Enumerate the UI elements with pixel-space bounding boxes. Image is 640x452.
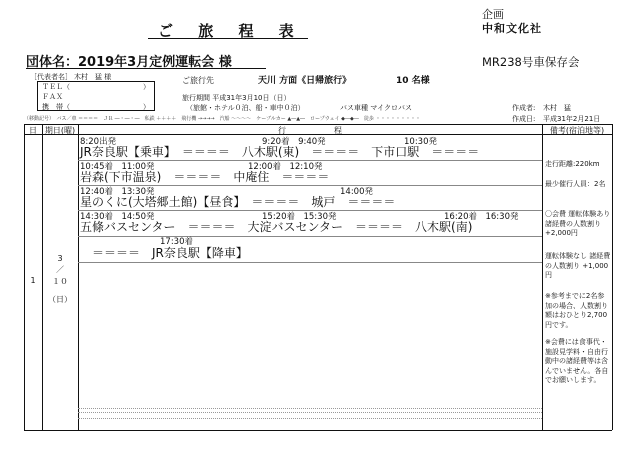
row-line [78,262,542,263]
destination-count: 10 名様 [396,76,430,86]
row-line [78,408,542,409]
itinerary-line: 五條バスセンター ＝＝＝＝ 大淀バスセンター ＝＝＝＝ 八木駅(南) [80,220,473,234]
time-label: 8:20出発 [80,137,117,147]
itinerary-line: 岩森(下市温泉) ＝＝＝＝ 中庵住 ＝＝＝＝ [80,170,330,184]
itinerary-line: 星のくに(大塔郷土館)【昼食】 ＝＝＝＝ 城戸 ＝＝＝＝ [80,195,396,209]
bus-type: バス車種 マイクロバス [340,104,412,112]
row-line [78,412,542,413]
page-title: ご 旅 程 表 [158,22,304,40]
contact-fax: ＦＡＸ [42,93,63,101]
itinerary-line: ＝＝＝＝ JR奈良駅【降車】 [92,246,248,260]
org-label: 企画 [482,8,504,21]
time-label: 17:30着 [160,237,193,247]
period-text: 旅行期間 平成31年3月10日（日） [182,94,291,102]
group-name: 団体名：2019年3月定例運転会 様 [26,55,232,70]
time-label: 9:20着 9:40発 [262,137,326,147]
row-line [78,210,542,211]
contact-mobile: 携 帯（ ） [42,103,150,111]
date-day: １０ [52,277,68,286]
header-date: 期日(曜) [44,126,76,135]
created-date: 平成31年2月21日 [543,115,601,123]
org-name: 中和文化社 [482,22,542,35]
time-label: 10:45着 11:00発 [80,162,155,172]
author-name: 木村 猛 [543,104,571,112]
time-label: 14:00発 [340,187,373,197]
title-underline [148,38,308,39]
date-separator: ／ [56,265,64,274]
destination-value: 天川 方面《日帰旅行》 [258,76,352,86]
rep-name: 木村 猛 様 [74,73,112,81]
time-label: 12:40着 13:30発 [80,187,155,197]
time-label: 10:30発 [404,137,437,147]
header-notes: 備考(宿泊地等) [549,126,605,135]
contact-box [37,81,155,111]
table-bottom-border [24,430,612,431]
time-label: 12:00着 12:10発 [248,162,323,172]
time-label: 14:30着 14:50発 [80,212,155,222]
rep-label: ［代表者名］ [30,73,72,81]
table-right-border [612,124,613,430]
note-fee-without-driving: 運転体験なし 諸経費の人数割り +1,000円 [545,252,611,279]
date-dow: （日） [48,295,72,304]
row-line [78,236,542,237]
transport-legend: （移動記号） バス／車 ＝＝＝＝ ＪＲ ―・―・― 私鉄 ＋＋＋＋ 飛行機 →→→→ 汽船 ～～～～ ケーブルカー ▲―▲― ロープウェイ ◆―◆― 徒歩 ・・・・・・・・・ [24,116,421,122]
time-label: 15:20着 15:30発 [262,212,337,222]
author-label: 作成者: [512,104,536,112]
note-fee-with-driving: 〇会費 運転体験あり 諸経費の人数割り +2,000円 [545,210,611,237]
date-label: 作成日: [512,115,536,123]
date-month: 3 [57,254,63,263]
day-number: 1 [30,276,36,285]
note-exclusions: ※会費には食事代・施設見学料・自由行動中の諸経費等は含んでいません。各自でお願いします。 [545,338,609,384]
org-sub: MR238号車保存会 [482,55,580,69]
row-line [78,418,542,419]
col-divider-notes [542,124,543,430]
col-divider-date [78,124,79,430]
note-min-participants: 最少催行人員：2名 [545,180,606,188]
row-line [78,160,542,161]
destination-label: ご旅行先 [182,76,214,85]
itinerary-line: JR奈良駅【乗車】 ＝＝＝＝ 八木駅(東) ＝＝＝＝ 下市口駅 ＝＝＝＝ [80,145,480,159]
header-itinerary: 行 程 [278,126,342,135]
period-lodging: （旅館・ホテル０泊、船・車中０泊） [186,104,305,112]
row-line [78,185,542,186]
time-label: 16:20着 16:30発 [444,212,519,222]
note-example: ※参考までに2名参加の場合、人数割り額はおひとり2,700円です。 [545,292,608,329]
group-underline [26,68,266,69]
note-distance: 走行距離:220km [545,160,600,168]
contact-tel: ＴＥＬ（ ） [42,83,150,91]
header-day: 日 [29,126,37,135]
